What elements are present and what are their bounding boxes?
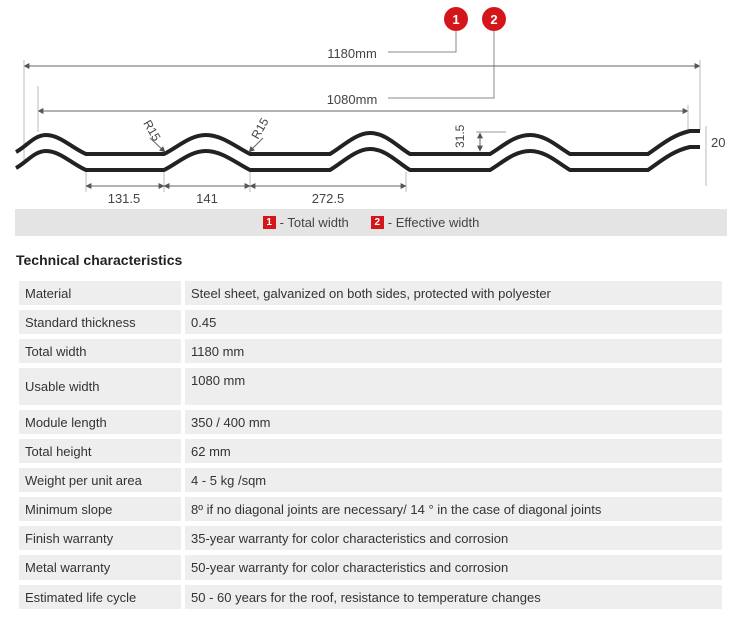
spec-value: 350 / 400 mm — [185, 410, 722, 434]
legend-item-total-width — [263, 215, 349, 230]
dim-label-b: 141 — [196, 191, 218, 206]
marker-2 — [482, 7, 506, 31]
spec-label: Metal warranty — [19, 555, 181, 580]
dim-label-a: 131.5 — [107, 191, 141, 206]
table-row — [19, 497, 722, 521]
table-row — [19, 368, 722, 405]
section-title: Technical characteristics — [16, 252, 183, 268]
spec-value: 1080 mm — [185, 368, 722, 405]
wave-height-label: 31.5 — [453, 124, 467, 148]
table-row — [19, 526, 722, 550]
spec-label: Estimated life cycle — [19, 585, 181, 609]
spec-value: 0.45 — [185, 310, 722, 334]
spec-label: Minimum slope — [19, 497, 181, 521]
table-row — [19, 281, 722, 305]
svg-text:2: 2 — [490, 12, 498, 27]
legend-text: - Effective width — [387, 215, 480, 230]
profile-height-label: 20 — [711, 135, 726, 150]
table-row — [19, 410, 722, 434]
dim-label-c: 272.5 — [311, 191, 345, 206]
diagram-legend — [15, 209, 727, 236]
spec-value: 50 - 60 years for the roof, resistance to temperature changes — [185, 585, 722, 609]
table-row — [19, 310, 722, 334]
effective-width-label: 1080mm — [326, 92, 378, 107]
table-row — [19, 555, 722, 580]
spec-table — [19, 281, 722, 614]
spec-label: Material — [19, 281, 181, 305]
spec-label: Total width — [19, 339, 181, 363]
legend-number-badge: 2 — [371, 216, 384, 229]
spec-value: Steel sheet, galvanized on both sides, protected with polyester — [185, 281, 722, 305]
table-row — [19, 585, 722, 609]
spec-label: Usable width — [19, 368, 181, 405]
spec-label: Weight per unit area — [19, 468, 181, 492]
spec-value: 1180 mm — [185, 339, 722, 363]
spec-value: 50-year warranty for color characteristics and corrosion — [185, 555, 722, 580]
marker-1 — [444, 7, 468, 31]
table-row — [19, 439, 722, 463]
radius-label-2: R15 — [248, 115, 272, 142]
spec-value: 8º if no diagonal joints are necessary/ 14 ° in the case of diagonal joints — [185, 497, 722, 521]
table-row — [19, 339, 722, 363]
svg-text:1: 1 — [452, 12, 460, 27]
spec-value: 62 mm — [185, 439, 722, 463]
legend-text: - Total width — [279, 215, 349, 230]
spec-value: 35-year warranty for color characteristics and corrosion — [185, 526, 722, 550]
profile-lower-line — [16, 147, 700, 170]
spec-label: Standard thickness — [19, 310, 181, 334]
spec-value: 4 - 5 kg /sqm — [185, 468, 722, 492]
roof-profile-diagram — [0, 0, 738, 210]
spec-label: Finish warranty — [19, 526, 181, 550]
spec-label: Module length — [19, 410, 181, 434]
table-row — [19, 468, 722, 492]
legend-number-badge: 1 — [263, 216, 276, 229]
spec-label: Total height — [19, 439, 181, 463]
legend-item-effective-width — [371, 215, 480, 230]
radius-label-1: R15 — [140, 117, 164, 144]
total-width-label: 1180mm — [327, 46, 377, 61]
